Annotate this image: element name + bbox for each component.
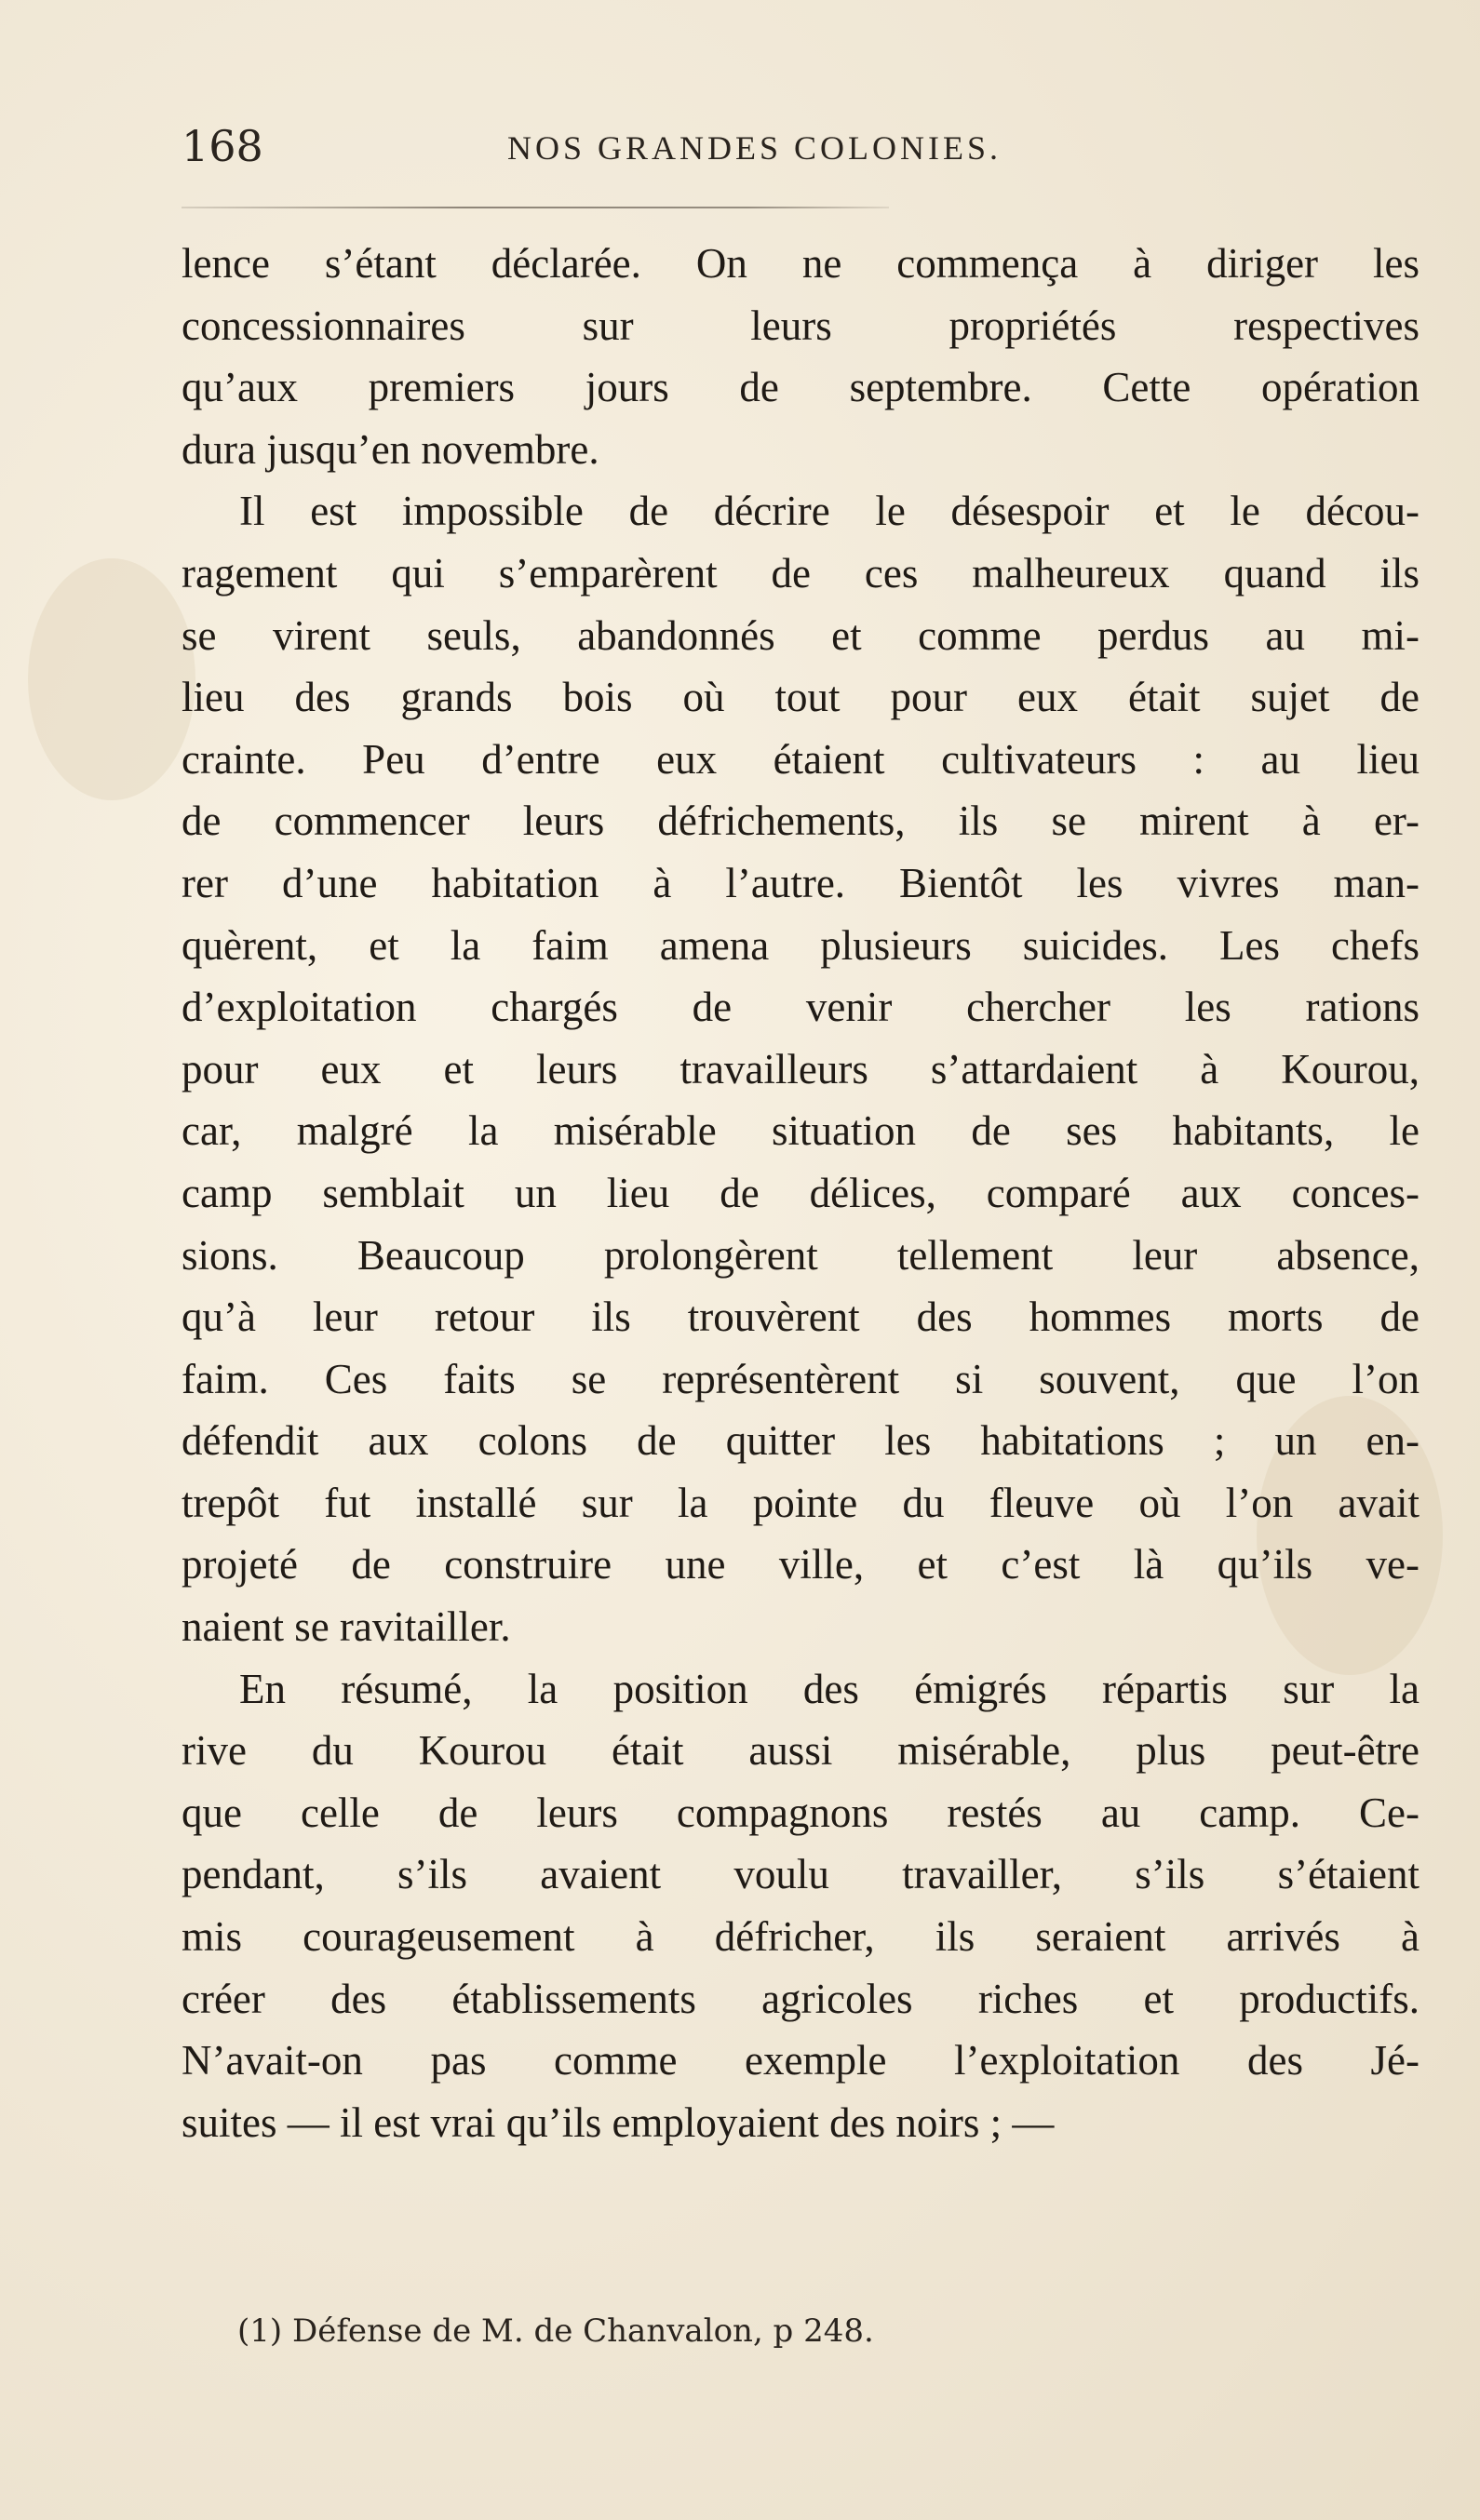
body-text xyxy=(182,233,1419,2153)
page-header xyxy=(182,112,1419,195)
text-line: trepôt fut installé sur la pointe du fleuve où l’on avait xyxy=(182,1479,1419,1526)
text-line: N’avait-on pas comme exemple l’exploitation des Jé- xyxy=(182,2037,1419,2084)
text-line: se virent seuls, abandonnés et comme perdus au mi- xyxy=(182,611,1419,659)
text-line: pour eux et leurs travailleurs s’attardaient à Kourou, xyxy=(182,1045,1419,1092)
text-line: rive du Kourou était aussi misérable, plus peut-être xyxy=(182,1727,1419,1775)
page-number: 168 xyxy=(182,121,263,171)
text-line: car, malgré la misérable situation de ses habitants, le xyxy=(182,1107,1419,1155)
book-page xyxy=(182,112,1419,2350)
text-line: de commencer leurs défrichements, ils se mirent à er- xyxy=(182,798,1419,845)
text-line: suites — il est vrai qu’ils employaient des noirs ; — xyxy=(182,2098,1055,2146)
text-line: défendit aux colons de quitter les habitations ; un en- xyxy=(182,1417,1419,1465)
text-line: crainte. Peu d’entre eux étaient cultivateurs : au lieu xyxy=(182,735,1419,783)
text-line: concessionnaires sur leurs propriétés respectives xyxy=(182,302,1419,349)
header-rule xyxy=(182,207,889,208)
text-line: camp semblait un lieu de délices, comparé aux conces- xyxy=(182,1169,1419,1216)
text-line: ragement qui s’emparèrent de ces malheureux quand ils xyxy=(182,549,1419,596)
text-line: qu’aux premiers jours de septembre. Cette opération xyxy=(182,364,1419,411)
text-line: lieu des grands bois où tout pour eux était sujet de xyxy=(182,674,1419,721)
text-line: d’exploitation chargés de venir chercher les rations xyxy=(182,984,1419,1031)
text-line: naient se ravitailler. xyxy=(182,1603,511,1651)
text-line: qu’à leur retour ils trouvèrent des hommes morts de xyxy=(182,1294,1419,1341)
text-line: quèrent, et la faim amena plusieurs suicides. Les chefs xyxy=(182,921,1419,969)
running-title: NOS GRANDES COLONIES. xyxy=(507,129,1002,167)
text-line: dura jusqu’en novembre. xyxy=(182,425,599,473)
paper-stain xyxy=(28,558,195,800)
text-line: créer des établissements agricoles riches et productifs. xyxy=(182,1975,1419,2022)
text-line: En résumé, la position des émigrés répartis sur la xyxy=(239,1665,1419,1712)
text-line: rer d’une habitation à l’autre. Bientôt les vivres man- xyxy=(182,859,1419,906)
text-line: mis courageusement à défricher, ils seraient arrivés à xyxy=(182,1913,1419,1961)
text-line: sions. Beaucoup prolongèrent tellement leur absence, xyxy=(182,1231,1419,1279)
text-line: projeté de construire une ville, et c’est là qu’ils ve- xyxy=(182,1541,1419,1588)
text-line: lence s’étant déclarée. On ne commença à diriger les xyxy=(182,240,1419,287)
footnote: (1) Défense de M. de Chanvalon, p 248. xyxy=(237,2312,874,2350)
text-line: pendant, s’ils avaient voulu travailler, s’ils s’étaient xyxy=(182,1851,1419,1898)
text-line: Il est impossible de décrire le désespoir et le décou- xyxy=(239,488,1419,535)
text-line: que celle de leurs compagnons restés au camp. Ce- xyxy=(182,1789,1419,1836)
text-line: faim. Ces faits se représentèrent si souvent, que l’on xyxy=(182,1355,1419,1402)
